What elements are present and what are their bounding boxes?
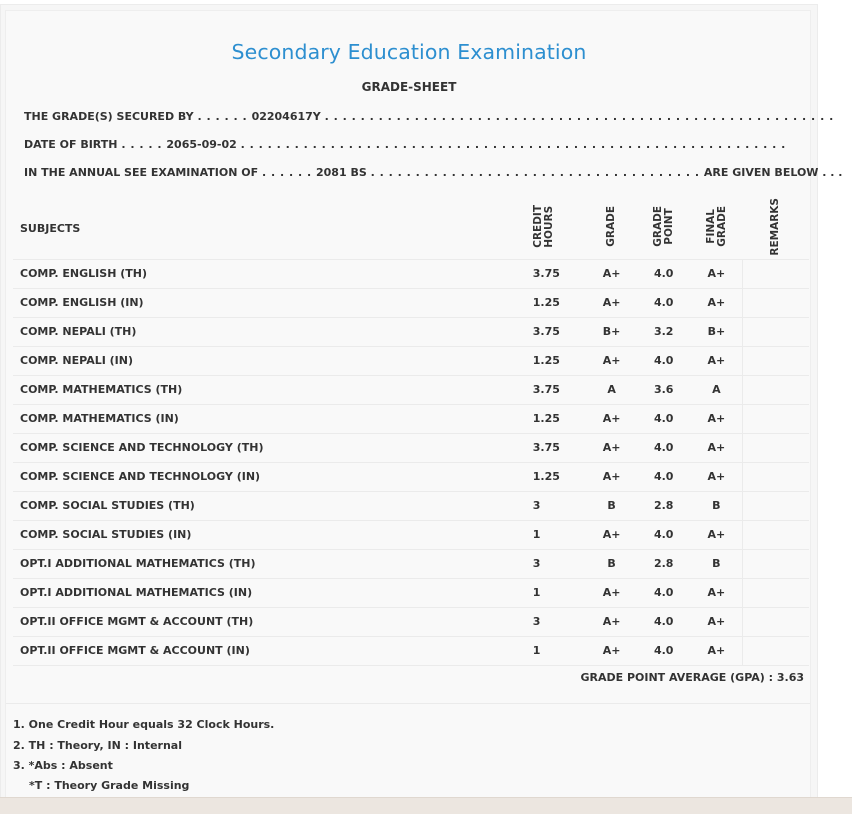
exam-label: IN THE ANNUAL SEE EXAMINATION OF [24, 166, 259, 179]
final-grade-cell: A+ [690, 520, 743, 549]
final-grade-cell: A+ [690, 404, 743, 433]
grade-point-cell: 4.0 [637, 520, 690, 549]
grade-cell: A+ [586, 404, 637, 433]
final-grade-cell: B [690, 549, 743, 578]
remarks-cell [743, 520, 809, 549]
table-row [13, 404, 809, 433]
note-2: 2. TH : Theory, IN : Internal [13, 739, 182, 752]
subject-cell: OPT.II OFFICE MGMT & ACCOUNT (IN) [13, 636, 525, 665]
final-grade-cell: A+ [690, 259, 743, 288]
note-3: 3. *Abs : Absent [13, 759, 113, 772]
credit-hours-cell: 3 [525, 607, 586, 636]
final-grade-cell: A+ [690, 607, 743, 636]
remarks-cell [743, 317, 809, 346]
final-grade-cell: A+ [690, 346, 743, 375]
header-credit-line2: HOURS [542, 205, 555, 248]
grade-point-cell: 3.6 [637, 375, 690, 404]
gpa-label: GRADE POINT AVERAGE (GPA) : [580, 671, 774, 684]
grade-cell: B+ [586, 317, 637, 346]
gpa-value: 3.63 [776, 671, 804, 684]
header-grade-point [637, 198, 690, 259]
exam-line: IN THE ANNUAL SEE EXAMINATION OF . . . . . . 2081 BS . . . . . . . . . . . . . . . . . . . . . . . . . . . . . . . . . . . . . ARE GIVEN BELOW . . . [24, 166, 843, 179]
final-grade-cell: A+ [690, 288, 743, 317]
remarks-cell [743, 491, 809, 520]
header-credit-hours [525, 198, 586, 259]
subject-cell: OPT.I ADDITIONAL MATHEMATICS (IN) [13, 578, 525, 607]
subject-cell: COMP. SCIENCE AND TECHNOLOGY (IN) [13, 462, 525, 491]
divider [6, 703, 810, 704]
table-row [13, 433, 809, 462]
subject-cell: COMP. NEPALI (IN) [13, 346, 525, 375]
grade-point-cell: 4.0 [637, 433, 690, 462]
credit-hours-cell: 1.25 [525, 288, 586, 317]
credit-hours-cell: 1.25 [525, 346, 586, 375]
credit-hours-cell: 3.75 [525, 433, 586, 462]
dob-value: 2065-09-02 [166, 138, 237, 151]
grade-cell: A+ [586, 578, 637, 607]
grade-cell: A+ [586, 433, 637, 462]
credit-hours-cell: 1.25 [525, 462, 586, 491]
grade-cell: A [586, 375, 637, 404]
header-final-grade [690, 198, 743, 259]
subject-cell: COMP. NEPALI (TH) [13, 317, 525, 346]
credit-hours-cell: 3.75 [525, 317, 586, 346]
header-final-line1: FINAL [704, 209, 717, 245]
remarks-cell [743, 404, 809, 433]
table-row [13, 375, 809, 404]
grade-cell: A+ [586, 636, 637, 665]
subject-cell: COMP. MATHEMATICS (IN) [13, 404, 525, 433]
subject-cell: COMP. ENGLISH (TH) [13, 259, 525, 288]
table-row [13, 259, 809, 288]
exam-year: 2081 BS [316, 166, 367, 179]
table-header-row [13, 198, 809, 259]
final-grade-cell: A+ [690, 636, 743, 665]
page-title: Secondary Education Examination [231, 40, 587, 64]
table-row [13, 288, 809, 317]
secured-by-line: THE GRADE(S) SECURED BY . . . . . . 02204617Y . . . . . . . . . . . . . . . . . . . . . . . . . . . . . . . . . . . . . . . . . . . . . . . . . . . . . . . . . [24, 110, 834, 123]
grade-cell: B [586, 549, 637, 578]
grade-cell: A+ [586, 288, 637, 317]
note-1: 1. One Credit Hour equals 32 Clock Hours. [13, 718, 275, 731]
grade-point-cell: 4.0 [637, 578, 690, 607]
secured-by-label: THE GRADE(S) SECURED BY [24, 110, 194, 123]
credit-hours-cell: 1.25 [525, 404, 586, 433]
header-point-line1: GRADE [651, 206, 664, 248]
remarks-cell [743, 433, 809, 462]
page-subtitle: GRADE-SHEET [361, 80, 457, 94]
header-remarks [743, 198, 809, 259]
table-row [13, 636, 809, 665]
grade-cell: A+ [586, 346, 637, 375]
final-grade-cell: B+ [690, 317, 743, 346]
grade-point-cell: 4.0 [637, 462, 690, 491]
remarks-cell [743, 288, 809, 317]
header-grade-text: GRADE [605, 206, 618, 248]
header-subjects: SUBJECTS [13, 198, 525, 259]
table-row [13, 491, 809, 520]
table-row [13, 578, 809, 607]
credit-hours-cell: 3 [525, 549, 586, 578]
grade-cell: A+ [586, 607, 637, 636]
table-row [13, 317, 809, 346]
header-remarks-text: REMARKS [769, 198, 782, 256]
credit-hours-cell: 3.75 [525, 259, 586, 288]
table-row [13, 607, 809, 636]
grade-cell: B [586, 491, 637, 520]
remarks-cell [743, 346, 809, 375]
subject-cell: OPT.II OFFICE MGMT & ACCOUNT (TH) [13, 607, 525, 636]
grade-point-cell: 4.0 [637, 346, 690, 375]
gpa-summary [580, 671, 804, 684]
grade-point-cell: 4.0 [637, 288, 690, 317]
remarks-cell [743, 549, 809, 578]
table-row [13, 346, 809, 375]
final-grade-cell: A+ [690, 578, 743, 607]
remarks-cell [743, 636, 809, 665]
credit-hours-cell: 3 [525, 491, 586, 520]
grade-point-cell: 2.8 [637, 491, 690, 520]
credit-hours-cell: 1 [525, 636, 586, 665]
header-final-line2: GRADE [715, 206, 728, 248]
table-row [13, 549, 809, 578]
dob-line: DATE OF BIRTH . . . . . 2065-09-02 . . . . . . . . . . . . . . . . . . . . . . . . . . . . . . . . . . . . . . . . . . . . . . . . . . . . . . . . . . . . . [24, 138, 786, 151]
credit-hours-cell: 1 [525, 520, 586, 549]
grade-cell: A+ [586, 462, 637, 491]
header-grade [586, 198, 637, 259]
final-grade-cell: A+ [690, 433, 743, 462]
table-row [13, 462, 809, 491]
subject-cell: COMP. MATHEMATICS (TH) [13, 375, 525, 404]
grade-point-cell: 2.8 [637, 549, 690, 578]
subject-cell: COMP. SOCIAL STUDIES (TH) [13, 491, 525, 520]
final-grade-cell: B [690, 491, 743, 520]
grade-point-cell: 4.0 [637, 607, 690, 636]
dob-label: DATE OF BIRTH [24, 138, 118, 151]
remarks-cell [743, 259, 809, 288]
remarks-cell [743, 607, 809, 636]
symbol-number: 02204617Y [251, 110, 321, 123]
subject-cell: COMP. SOCIAL STUDIES (IN) [13, 520, 525, 549]
grade-point-cell: 4.0 [637, 636, 690, 665]
note-4: *T : Theory Grade Missing [29, 779, 190, 792]
subject-cell: COMP. ENGLISH (IN) [13, 288, 525, 317]
grade-cell: A+ [586, 259, 637, 288]
grade-point-cell: 4.0 [637, 404, 690, 433]
final-grade-cell: A+ [690, 462, 743, 491]
grade-point-cell: 3.2 [637, 317, 690, 346]
grades-table [13, 198, 809, 666]
header-credit-line1: CREDIT [531, 205, 544, 249]
subject-cell: COMP. SCIENCE AND TECHNOLOGY (TH) [13, 433, 525, 462]
page-bottom-edge [0, 797, 852, 814]
remarks-cell [743, 578, 809, 607]
table-row [13, 520, 809, 549]
final-grade-cell: A [690, 375, 743, 404]
remarks-cell [743, 462, 809, 491]
grade-point-cell: 4.0 [637, 259, 690, 288]
subject-cell: OPT.I ADDITIONAL MATHEMATICS (TH) [13, 549, 525, 578]
remarks-cell [743, 375, 809, 404]
credit-hours-cell: 1 [525, 578, 586, 607]
header-point-line2: POINT [662, 208, 675, 246]
credit-hours-cell: 3.75 [525, 375, 586, 404]
grade-cell: A+ [586, 520, 637, 549]
exam-suffix: ARE GIVEN BELOW . . . [703, 166, 843, 179]
